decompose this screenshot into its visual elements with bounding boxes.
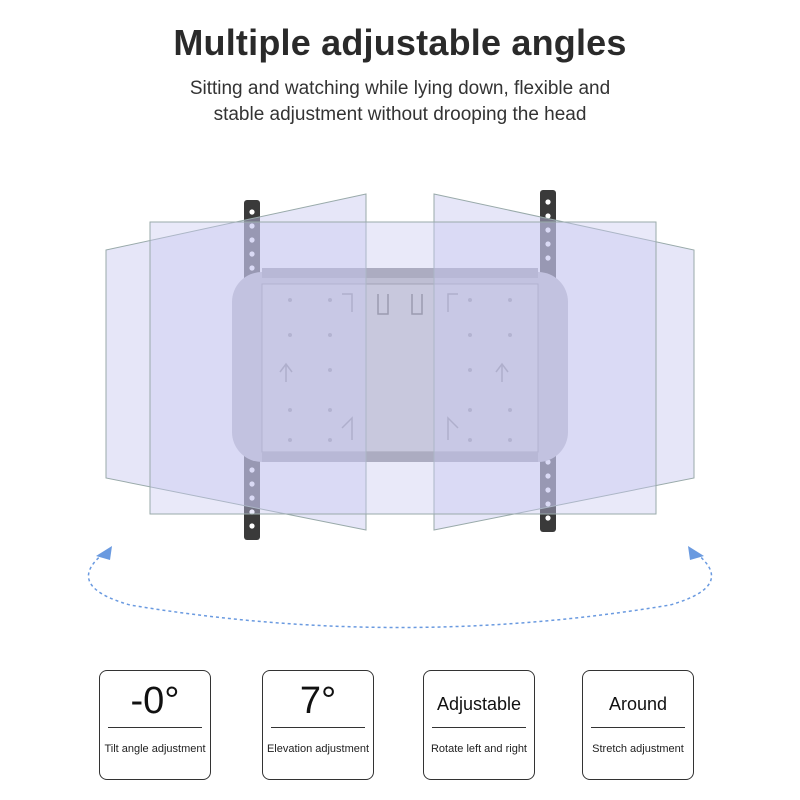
feature-card-elevation (262, 670, 374, 780)
panel-center (150, 222, 656, 514)
card-divider (271, 727, 365, 728)
feature-label: Rotate left and right (430, 743, 527, 755)
tv-panels (106, 194, 694, 530)
page-subtitle (0, 76, 800, 128)
page-title: Multiple adjustable angles (173, 22, 627, 63)
feature-card-tilt (99, 670, 211, 780)
card-divider (591, 727, 685, 728)
feature-value: Adjustable (436, 694, 522, 714)
feature-card-rotate (423, 670, 535, 780)
feature-label: Elevation adjustment (266, 743, 370, 755)
card-divider (432, 727, 526, 728)
rotation-arrow (88, 546, 711, 628)
feature-value: 7° (299, 680, 337, 722)
feature-value: -0° (130, 680, 180, 722)
card-divider (108, 727, 202, 728)
subtitle-line-2: stable adjustment without drooping the head (213, 104, 587, 125)
feature-cards (0, 670, 800, 782)
feature-card-stretch (582, 670, 694, 780)
feature-label: Stretch adjustment (592, 743, 684, 755)
feature-label: Tilt angle adjustment (104, 743, 206, 755)
subtitle-line-1: Sitting and watching while lying down, flexible and (189, 78, 611, 99)
feature-value: Around (608, 694, 668, 714)
wall-mount-illustration (0, 180, 800, 640)
